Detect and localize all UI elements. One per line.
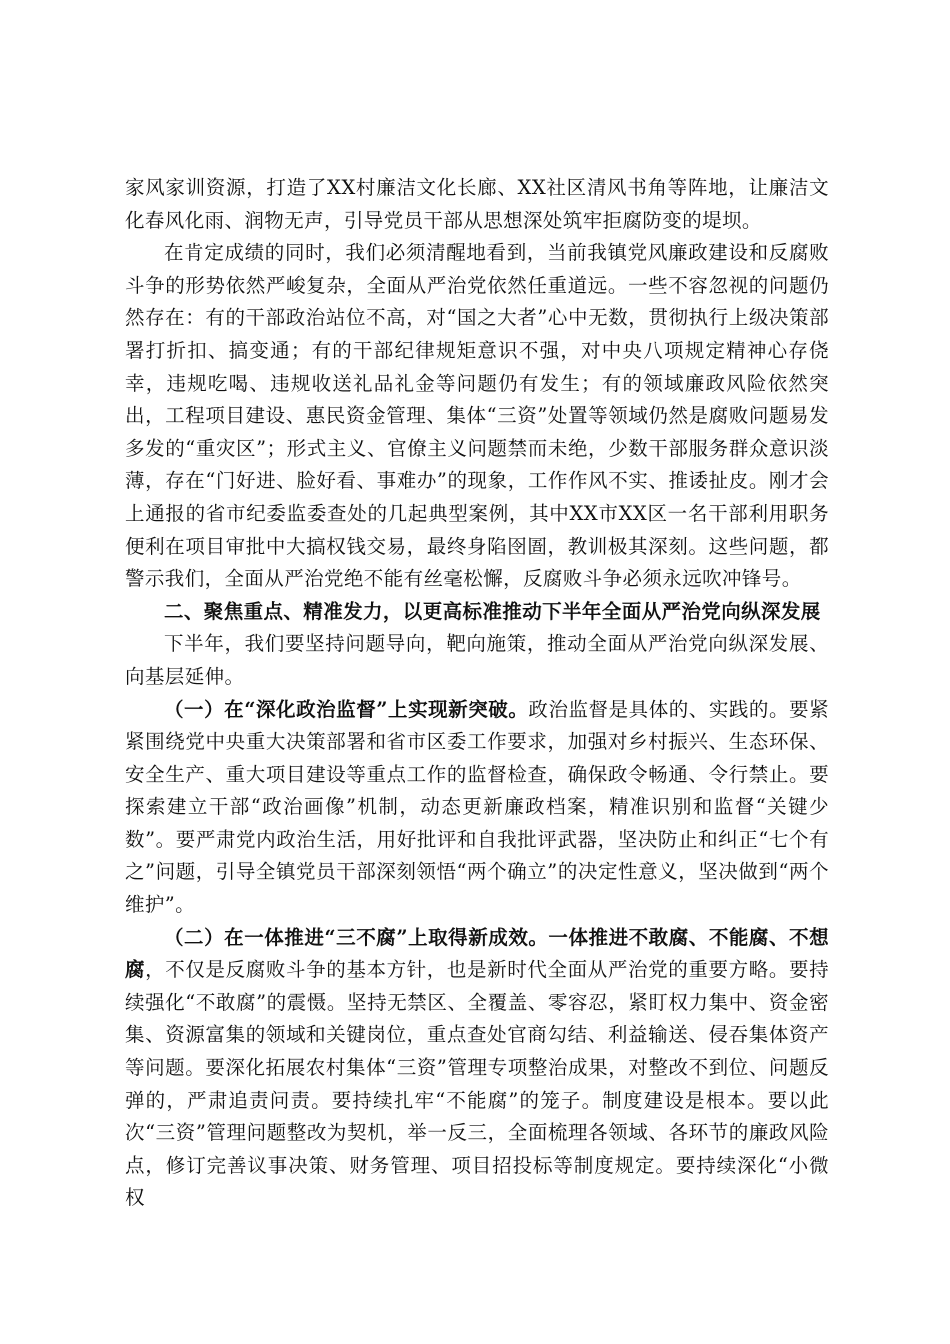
paragraph-text: 政治监督是具体的、实践的。要紧紧围绕党中央重大决策部署和省市区委工作要求，加强对乡村振兴、生态环保、安全生产、重大项目建设等重点工作的监督检查，确保政令畅通、令行禁止。要探索建立干部“政治画像”机制，动态更新廉政档案，精准识别和监督“关键少数”。要严肃党内政治生活，用好批评和自我批评武器，坚决防止和纠正“七个有之”问题，引导全镇党员干部深刻领悟“两个确立”的决定性意义，坚决做到“两个维护”。 — [125, 697, 829, 917]
paragraph-2 — [125, 237, 829, 596]
section-heading-text: 二、聚焦重点、精准发力，以更高标准推动下半年全面从严治党向纵深发展 — [164, 599, 821, 623]
paragraph-text: 下半年，我们要坚持问题导向，靶向施策，推动全面从严治党向纵深发展、向基层延伸。 — [125, 632, 829, 688]
document-body — [125, 172, 829, 1215]
paragraph-4 — [125, 694, 829, 922]
paragraph-text: 家风家训资源，打造了XX村廉洁文化长廊、XX社区清风书角等阵地，让廉洁文化春风化雨、润物无声，引导党员干部从思想深处筑牢拒腐防变的堤坝。 — [125, 176, 829, 232]
paragraph-5 — [125, 922, 829, 1215]
section-heading-2 — [125, 596, 829, 629]
paragraph-text: 在肯定成绩的同时，我们必须清醒地看到，当前我镇党风廉政建设和反腐败斗争的形势依然严峻复杂，全面从严治党依然任重道远。一些不容忽视的问题仍然存在：有的干部政治站位不高，对“国之大者”心中无数，贯彻执行上级决策部署打折扣、搞变通；有的干部纪律规矩意识不强，对中央八项规定精神心存侥幸，违规吃喝、违规收送礼品礼金等问题仍有发生；有的领域廉政风险依然突出，工程项目建设、惠民资金管理、集体“三资”处置等领域仍然是腐败问题易发多发的“重灾区”；形式主义、官僚主义问题禁而未绝，少数干部服务群众意识淡薄，存在“门好进、脸好看、事难办”的现象，工作作风不实、推诿扯皮。刚才会上通报的省市纪委监委查处的几起典型案例，其中XX市XX区一名干部利用职务便利在项目审批中大搞权钱交易，最终身陷囹圄，教训极其深刻。这些问题，都警示我们，全面从严治党绝不能有丝毫松懈，反腐败斗争必须永远吹冲锋号。 — [125, 241, 829, 591]
subsection-heading: （二）在一体推进“三不腐”上取得新成效。一体推进不敢腐、不能腐、不想腐 — [125, 925, 829, 982]
paragraph-text: ，不仅是反腐败斗争的基本方针，也是新时代全面从严治党的重要方略。要持续强化“不敢腐”的震慑。坚持无禁区、全覆盖、零容忍，紧盯权力集中、资金密集、资源富集的领域和关键岗位，重点查处官商勾结、利益输送、侵吞集体资产等问题。要深化拓展农村集体“三资”管理专项整治成果，对整改不到位、问题反弹的，严肃追责问责。要持续扎牢“不能腐”的笼子。制度建设是根本。要以此次“三资”管理问题整改为契机，举一反三，全面梳理各领域、各环节的廉政风险点，修订完善议事决策、财务管理、项目招投标等制度规定。要持续深化“小微权 — [125, 958, 829, 1210]
subsection-heading: （一）在“深化政治监督”上实现新突破。 — [164, 697, 529, 721]
paragraph-3 — [125, 628, 829, 693]
paragraph-1 — [125, 172, 829, 237]
